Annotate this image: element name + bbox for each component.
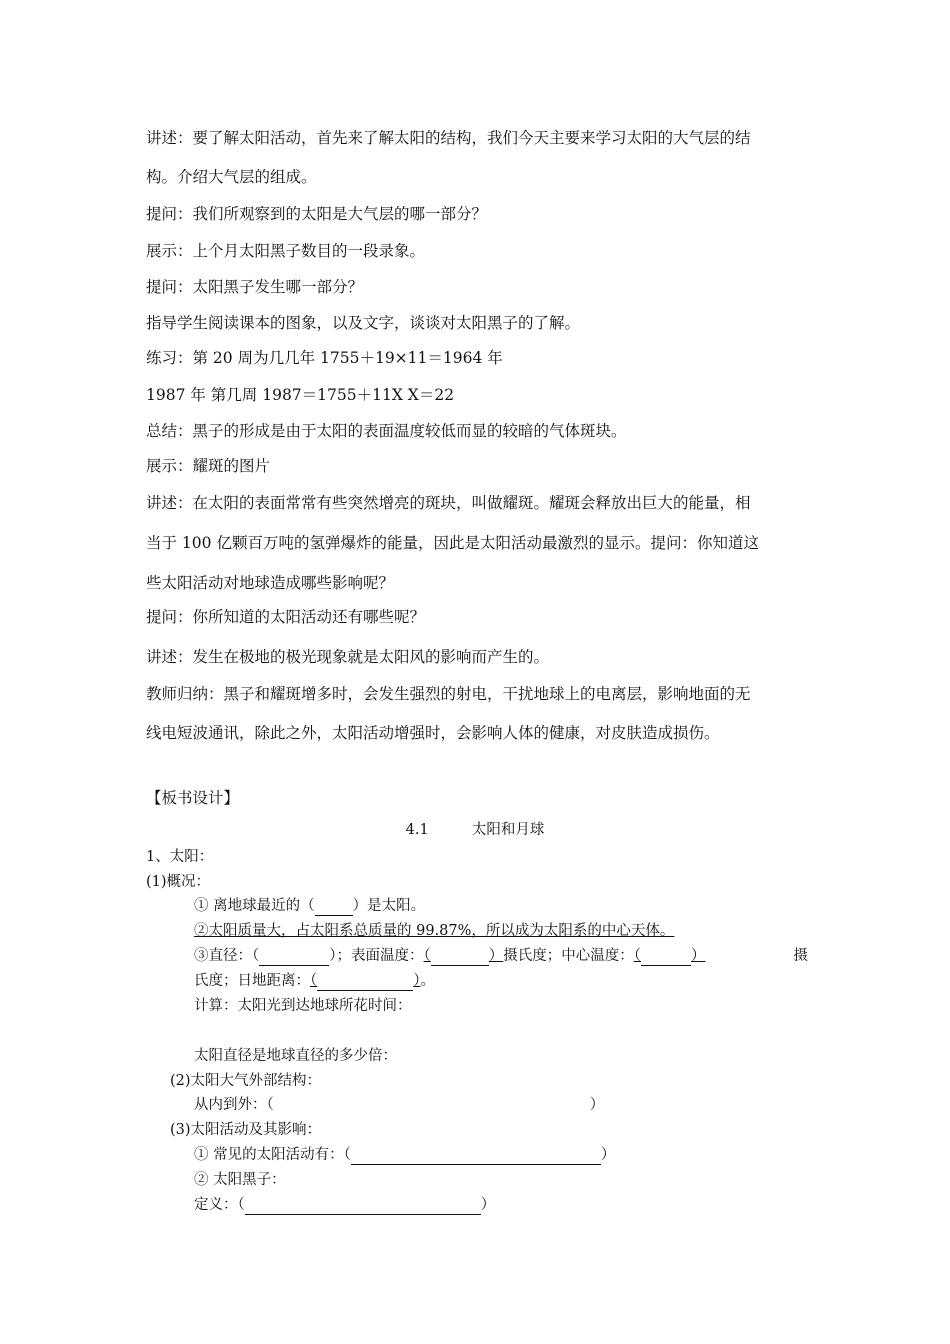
- section-1: 1、太阳：: [146, 849, 214, 865]
- blank-surface-temp[interactable]: [431, 949, 489, 966]
- board-heading: 【板书设计】: [146, 789, 240, 807]
- board-title-text: 太阳和月球: [471, 822, 545, 838]
- common-activities-text-b: ）: [600, 1147, 616, 1163]
- inner-outer-text-b: ）: [589, 1097, 605, 1113]
- calc-text: 计算：太阳光到达地球所花时间：: [194, 998, 412, 1014]
- blank-sun-earth-distance[interactable]: [317, 974, 413, 991]
- teacher-line-2: 线电短波通讯，除此之外，太阳活动增强时，会影响人体的健康，对皮肤造成损伤。: [146, 724, 720, 742]
- item-3-text-f: （: [633, 948, 641, 964]
- flare-line-1: 讲述：在太阳的表面常常有些突然增亮的斑块，叫做耀斑。耀斑会释放出巨大的能量，相: [146, 494, 751, 512]
- blank-diameter[interactable]: [259, 949, 329, 966]
- subsection-1: (1)概况：: [146, 874, 211, 890]
- item-3-text-a: ③直径：（: [194, 948, 260, 964]
- guide-text: 指导学生阅读课本的图象，以及文字，谈谈对太阳黑子的了解。: [146, 314, 581, 332]
- item-3: [194, 946, 808, 966]
- question-1: 提问：我们所观察到的太阳是大气层的哪一部分？: [146, 205, 488, 223]
- show-2: 展示：耀斑的图片: [146, 457, 271, 475]
- blank-definition[interactable]: [245, 1198, 481, 1215]
- item-1-text-a: ① 离地球最近的（: [194, 898, 315, 914]
- question-2: 提问：太阳黑子发生哪一部分？: [146, 278, 364, 296]
- intro-line-1: 讲述：要了解太阳活动，首先来了解太阳的结构，我们今天主要来学习太阳的大气层的结: [146, 129, 751, 147]
- subsection-3: (3)太阳活动及其影响：: [170, 1122, 322, 1138]
- definition-text-b: ）: [480, 1197, 496, 1213]
- question-3: 提问：你所知道的太阳活动还有哪些呢？: [146, 608, 426, 626]
- item-3-text-e: 摄氏度；中心温度：: [503, 948, 634, 964]
- item-1-text-b: ）是太阳。: [352, 898, 426, 914]
- intro-line-2: 构。介绍大气层的组成。: [146, 168, 317, 186]
- common-activities: [194, 1145, 856, 1165]
- blank-nearest-star[interactable]: [315, 899, 353, 916]
- item-1: [194, 896, 856, 916]
- definition: [194, 1195, 856, 1215]
- item-3-text-g: ）: [691, 948, 706, 964]
- subsection-2: (2)太阳大气外部结构：: [170, 1073, 322, 1089]
- item-3-text-d: ）: [488, 948, 504, 964]
- flare-line-2: 当于 100 亿颗百万吨的氢弹爆炸的能量，因此是太阳活动最激烈的显示。提问：你知道这: [146, 534, 759, 552]
- sunspots: ② 太阳黑子：: [194, 1172, 286, 1188]
- blank-center-temp[interactable]: [641, 949, 691, 966]
- item-3-text-b: ）；表面温度：: [329, 948, 424, 964]
- definition-text-a: 定义：（: [194, 1197, 245, 1213]
- inner-outer: [194, 1095, 856, 1115]
- aurora-text: 讲述：发生在极地的极光现象就是太阳风的影响而产生的。: [146, 648, 550, 666]
- item-3-line-2-text-b: （: [310, 973, 318, 989]
- summary-text: 总结：黑子的形成是由于太阳的表面温度较低而显的较暗的气体斑块。: [146, 422, 627, 440]
- board-title-number: 4.1: [405, 822, 429, 838]
- item-3-line-2-text-d: 。: [420, 973, 435, 989]
- flare-line-3: 些太阳活动对地球造成哪些影响呢？: [146, 574, 395, 592]
- teacher-line-1: 教师归纳：黑子和耀斑增多时，会发生强烈的射电，干扰地球上的电离层，影响地面的无: [146, 685, 751, 703]
- item-3-line-2-text-c: ）: [413, 973, 421, 989]
- item-3-text-c: （: [423, 948, 431, 964]
- item-2: ②太阳质量大，占太阳系总质量的 99.87%，所以成为太阳系的中心天体。: [194, 923, 675, 939]
- practice-1: 练习：第 20 周为几几年 1755＋19×11＝1964 年: [146, 349, 503, 367]
- show-1: 展示：上个月太阳黑子数目的一段录象。: [146, 242, 426, 260]
- common-activities-text-a: ① 常见的太阳活动有：（: [194, 1147, 351, 1163]
- item-3-line-2-text-a: 氏度；日地距离：: [194, 973, 310, 989]
- item-3-line-2: [194, 971, 856, 991]
- board-title: [0, 820, 950, 840]
- practice-2: 1987 年 第几周 1987＝1755＋11X X＝22: [146, 386, 455, 404]
- ratio-text: 太阳直径是地球直径的多少倍：: [194, 1048, 397, 1064]
- inner-outer-text-a: 从内到外：（: [194, 1097, 274, 1113]
- blank-common-activities[interactable]: [351, 1148, 601, 1165]
- item-3-text-h: 摄: [793, 948, 808, 964]
